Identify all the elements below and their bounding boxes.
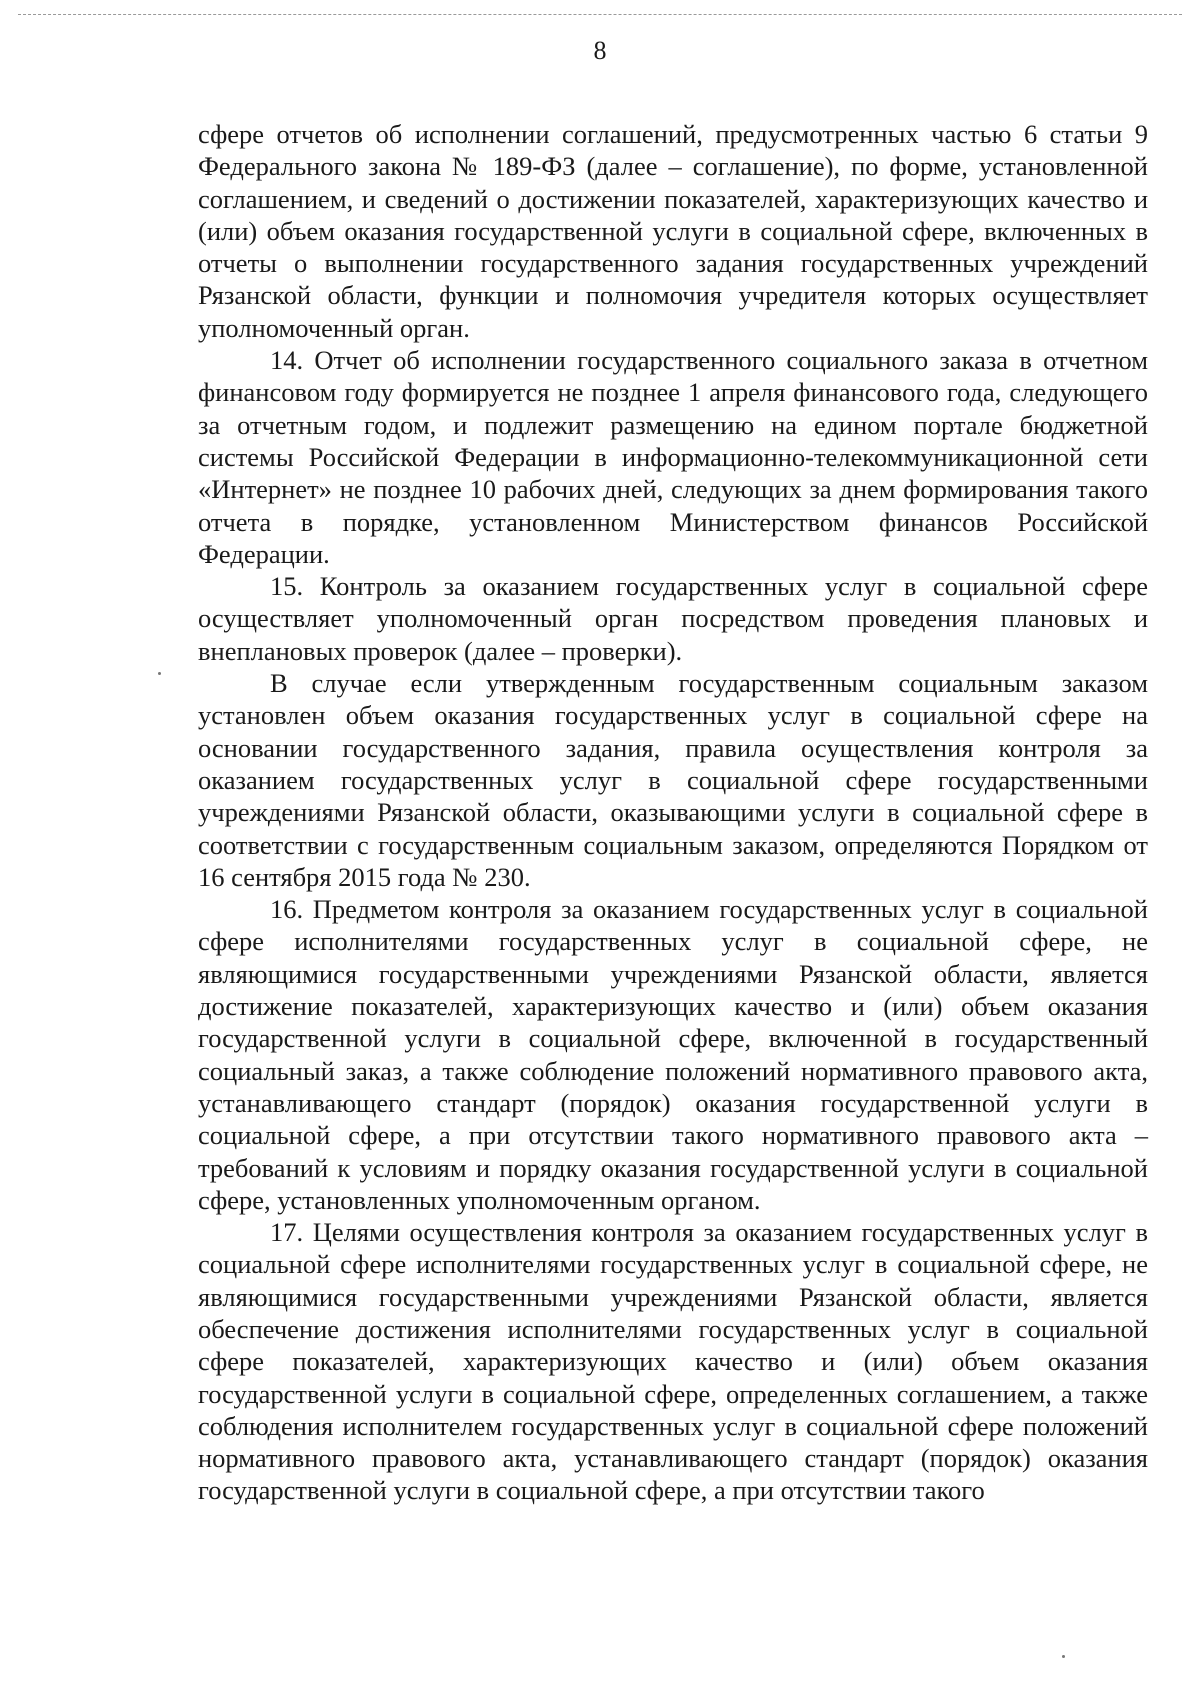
scan-edge-line xyxy=(18,14,1182,15)
document-body xyxy=(198,118,1148,1507)
paragraph-14: 14. Отчет об исполнении государственного социального заказа в отчетном финансовом году формируется не позднее 1 апреля финансового года, следующего за отчетным годом, и подлежит размещению на едином портале бюджетной системы Российской Федерации в информационно-телекоммуникационной сети «Интернет» не позднее 10 рабочих дней, следующих за днем формирования такого отчета в порядке, установленном Министерством финансов Российской Федерации. xyxy=(198,345,1148,569)
paragraph-17: 17. Целями осуществления контроля за оказанием государственных услуг в социальной сфере исполнителями государственных услуг в социальной сфере, не являющимися государственными учреждениями Рязанской области, является обеспечение достижения исполнителями государственных услуг в социальной сфере показателей, характеризующих качество и (или) объем оказания государственной услуги в социальной сфере, определенных соглашением, а также соблюдения исполнителем государственных услуг в социальной сфере положений нормативного правового акта, устанавливающего стандарт (порядок) оказания государственной услуги в социальной сфере, а при отсутствии такого xyxy=(198,1217,1148,1506)
paragraph-continuation: сфере отчетов об исполнении соглашений, предусмотренных частью 6 статьи 9 Федерального закона № 189-ФЗ (далее – соглашение), по форме, установленной соглашением, и сведений о достижении показателей, характеризующих качество и (или) объем оказания государственной услуги в социальной сфере, включенных в отчеты о выполнении государственного задания государственных учреждений Рязанской области, функции и полномочия учредителя которых осуществляет уполномоченный орган. xyxy=(198,119,1148,343)
page-number: 8 xyxy=(593,36,607,65)
paragraph-15-case: В случае если утвержденным государственным социальным заказом установлен объем оказания государственных услуг в социальной сфере на основании государственного задания, правила осуществления контроля за оказанием государственных услуг в социальной сфере государственными учреждениями Рязанской области, оказывающими услуги в социальной сфере в соответствии с государственным социальным заказом, определяются Порядком от 16 сентября 2015 года № 230. xyxy=(198,668,1148,892)
paragraph-16: 16. Предметом контроля за оказанием государственных услуг в социальной сфере исполнителями государственных услуг в социальной сфере, не являющимися государственными учреждениями Рязанской области, является достижение показателей, характеризующих качество и (или) объем оказания государственной услуги в социальной сфере, включенной в государственный социальный заказ, а также соблюдение положений нормативного правового акта, устанавливающего стандарт (порядок) оказания государственной услуги в социальной сфере, а при отсутствии такого нормативного правового акта – требований к условиям и порядку оказания государственной услуги в социальной сфере, установленных уполномоченным органом. xyxy=(198,894,1148,1215)
paragraph-15: 15. Контроль за оказанием государственных услуг в социальной сфере осуществляет уполномоченный орган посредством проведения плановых и внеплановых проверок (далее – проверки). xyxy=(198,571,1148,666)
scan-speck xyxy=(1062,1655,1065,1658)
scan-speck xyxy=(158,672,161,675)
